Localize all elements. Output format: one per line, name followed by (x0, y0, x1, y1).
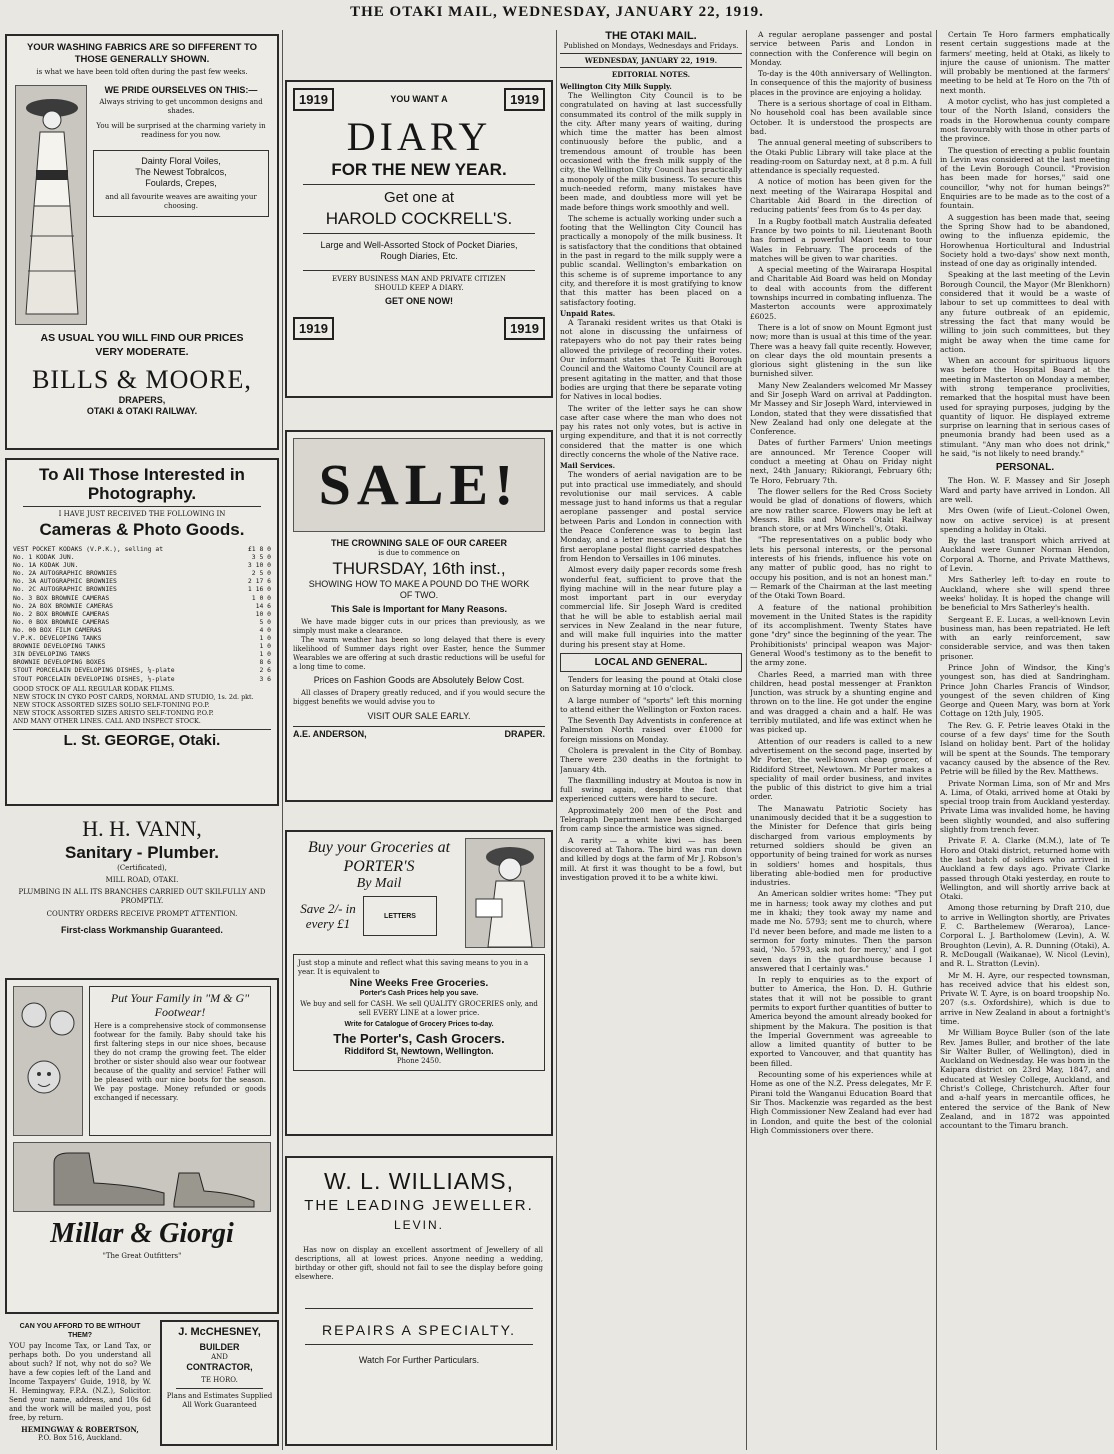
usual-prices: AS USUAL YOU WILL FIND OUR PRICES VERY MODERATE. (40, 332, 244, 358)
mchesney-t3: CONTRACTOR, (186, 1362, 253, 1372)
paragraph: Attention of our readers is called to a new advertisement on the second page, inserted by Mr Porter, the well-known cheap grocer, of Riddiford Street, Newtown. Mr Porter makes a speciality of mail order business, and invites the public of this district to give him a trial order. (750, 736, 932, 802)
price-item: No. 0 BOX BROWNIE CAMERAS (13, 617, 110, 626)
column-rule (556, 30, 557, 1450)
sale-date: THURSDAY, 16th inst., (332, 559, 506, 578)
paragraph: By the last transport which arrived at Auckland were Gunner Norman Hendon, Corporal A. Thorne, and Private Matthews, of Levin. (940, 536, 1110, 574)
paragraph: The flower sellers for the Red Cross Society would be glad of donations of flowers, which are now rather scarce. Flowers may be left at Messrs. Bills and Moore's Otaki Railway branch store, or at Mrs Winchell's, Otaki. (750, 486, 932, 534)
paragraph: The wonders of aerial navigation are to be put into practical use immediately, and should revolutionise our mail services. A cable message just to hand informs us that a regular aeroplane passenger and postal service between Paris and London in connection with the Peace Conference was to begin last Monday, and a letter message states that the first aeroplane postal flight carried despatches from Hendon to Versailles in 106 minutes. (560, 470, 742, 563)
porter-bymail: By Mail (356, 876, 402, 891)
tax-headline: CAN YOU AFFORD TO BE WITHOUT THEM? (19, 1323, 141, 1339)
fabrics-box (93, 150, 269, 217)
paragraph: Speaking at the last meeting of the Levin Borough Council, the Mayor (Mr Blenkhorn) considered that it would be a waste of labour to set up committees to deal with any future outbreak of an epidemic, stressing the fact that many would be willing to join such committees, but they might be away when the time came for action. (940, 270, 1110, 354)
ad-williams (285, 1156, 553, 1446)
paragraph: A special meeting of the Wairarapa Hospital and Charitable Aid Board was held on Monday to deal with accounts from the different townships incurred in combating influenza. The Masterton accounts were approximately £6025. (750, 265, 932, 321)
price-value: 1 0 (259, 642, 271, 651)
vann-trade: Sanitary - Plumber. (65, 843, 219, 862)
williams-town: LEVIN. (393, 1218, 444, 1232)
price-row (13, 650, 271, 658)
paragraph: The writer of the letter says he can show case after case where the man who does not pay his rates not only votes, but is active in urging expenditure, and that it is not correctly considered that the matter is one which directly concerns the whole of the Native race. (560, 403, 742, 459)
year-badge: 1919 (504, 317, 545, 340)
price-item: No. 2 BOX BROWNIE CAMERAS (13, 609, 110, 618)
ad-millar-giorgi (5, 978, 279, 1314)
fabrics-note: and all favourite weaves are awaiting your choosing. (105, 193, 257, 210)
price-value: 8 6 (259, 658, 271, 667)
pride-line: WE PRIDE OURSELVES ON THIS:— (104, 85, 258, 95)
ad-bills-moore (5, 34, 279, 450)
price-item: BROWNIE DEVELOPING BOXES (13, 658, 106, 667)
editorial-column (560, 30, 742, 1450)
vann-cert: (Certificated), (117, 864, 167, 872)
price-item: No. 3 BOX BROWNIE CAMERAS (13, 593, 110, 602)
sale-showing: SHOWING HOW TO MAKE A POUND DO THE WORK OF TWO. (308, 579, 530, 600)
paragraph: There is a lot of snow on Mount Egmont just now; more than is usual at this time of the year. There was a heavy fall quite recently. However, on clear days the old mountain presents a glorious sight glistening in the sun like burnished silver. (750, 322, 932, 379)
sale-commence: is due to commence on (378, 549, 460, 557)
news-column-5 (940, 30, 1110, 1450)
personal-heading: PERSONAL. (995, 462, 1055, 474)
paragraph: A feature of the national prohibition movement in the United States is the rapidity of its accomplishment. Twenty States have gone "dry" since the beginning of the year. The Prohibitionists' principal weapon was Major-General Wood's testimony as to the benefit to the army zone. (750, 602, 932, 668)
price-value: 3 5 0 (251, 553, 271, 562)
price-row (13, 658, 271, 666)
price-row (13, 626, 271, 634)
column-rule (282, 30, 283, 1450)
price-row (13, 585, 271, 593)
photo-signature: L. St. GEORGE, Otaki. (13, 729, 271, 750)
williams-watch: Watch For Further Particulars. (358, 1355, 480, 1365)
photo-intro: I HAVE JUST RECEIVED THE FOLLOWING IN (58, 510, 226, 518)
paragraph: A large number of "sports" left this morning to attend either the Wellington or Foxton races. (560, 695, 742, 714)
price-row (13, 642, 271, 650)
porter-nine: Nine Weeks Free Groceries. (349, 977, 489, 989)
column-rule (936, 30, 937, 1450)
paragraph: Many New Zealanders welcomed Mr Massey and Sir Joseph Ward on arrival at Paddington. Mr Massey and Sir Joseph Ward, interviewed in London, stated that they were dissatisfied that New Zealand had only one delegate at the Conference. (750, 380, 932, 437)
paragraph: A suggestion has been made that, seeing the Spring Show had to be abandoned, owing to the influenza epidemic, the Horowhenua Horticultural and Industrial Society hold a two-days' show next month, instead of one day as originally intended. (940, 212, 1110, 269)
price-item: VEST POCKET KODAKS (V.P.K.), selling at (13, 545, 164, 553)
masthead: THE OTAKI MAIL, WEDNESDAY, JANUARY 22, 1919. (350, 4, 764, 20)
vann-line1: PLUMBING IN ALL ITS BRANCHES CARRIED OUT SKILFULLY AND PROMPTLY. (18, 888, 266, 905)
paragraph: An American soldier writes home: "They put me in harness; took away my clothes and put me in khaki; they took away my name and made me No. 5793; sent me to church, where I'd never been before, and made me listen to a sermon for forty minutes. Then the parson said, 'No. 5793, ask not for mercy,' and I got seven days in the guardhouse because I answered that I certainly was." (750, 889, 932, 973)
price-row (13, 675, 271, 683)
mchesney-note2: All Work Guaranteed (182, 1401, 257, 1409)
children-illustration (13, 986, 83, 1136)
paragraph: Recounting some of his experiences while at Home as one of the N.Z. Press delegates, Mr F. Pirani told the Wanganui Education Board that Sir Thos. Mackenzie was regarded as the best High Commissioner New Zealand had ever had in London, and quite the best of the colonial High Commissioners over there. (750, 1070, 932, 1135)
paragraph: In reply to enquiries as to the export of butter to America, the Hon. D. H. Guthrie states that it will not be possible to grant permits to export further quantities of butter to America beyond the amount already booked for shipment by the Makura. The position is that the Imperial Government was agreeable to allow a limited quantity of butter to be exported to Vancouver, and that quantity has been filled. (750, 975, 932, 1068)
price-row (13, 618, 271, 626)
paragraph: Prince John of Windsor, the King's youngest son, has died at Sandringham. Prince John Charles Francis of Windsor, youngest of the seven children of King George and Queen Mary, was born at York Cottage on 12th July, 1905. (940, 663, 1110, 719)
paragraph: A regular aeroplane passenger and postal service between Paris and London in connection with the Conference will begin on Monday. (750, 30, 932, 67)
firm-name: BILLS & MOORE, (32, 365, 252, 394)
paragraph: There is a serious shortage of coal in Eltham. No household coal has been available since October. It is understood the prospects are bad. (750, 99, 932, 136)
price-item: STOUT PORCELAIN DEVELOPING DISHES, ½-plate (13, 674, 175, 683)
paragraph: Mr M. H. Ayre, our respected townsman, has received advice that his eldest son, Private W. T. Ayre, is on board troopship No. 207 (s.s. Oxfordshire), which is due to arrive in New Zealand in about a fortnight's time. (940, 970, 1110, 1026)
paragraph: Private F. A. Clarke (M.M.), late of Te Horo and Otaki district, returned home with the last batch of soldiers who arrived in Auckland a few days ago. Private Clarke passed through Otaki yesterday, en route to Wellington, and will shortly arrive back at Otaki. (940, 836, 1110, 902)
column-rule (746, 30, 747, 1450)
price-item: 3IN DEVELOPING TANKS (13, 650, 90, 659)
paragraph: A notice of motion has been given for the next meeting of the Wairarapa Hospital and Charitable Aid Board in the direction of reducing patients' fees from 6s to 4s per day. (750, 177, 932, 215)
ad-subline: is what we have been told often during the past few weeks. (36, 68, 248, 76)
paragraph: When an account for spirituous liquors was before the Hospital Board at the meeting in Masterton on Monday a member, with strong temperance proclivities, remarked that the hospital must have been used for spraying purposes, judging by the quantity of liquor. He displayed extreme surprise on learning that in serious cases of pneumonia brandy had been used as a stimulant. "Any man who does not drink," he said, "is not likely to need brandy." (940, 356, 1110, 459)
price-value: 2 5 0 (251, 569, 271, 578)
porter-cash: Porter's Cash Prices help you save. (359, 990, 479, 997)
price-row (13, 594, 271, 602)
price-item: No. 2A AUTOGRAPHIC BROWNIES (13, 569, 117, 578)
diary-cta: GET ONE NOW! (385, 296, 453, 306)
tax-body: YOU pay Income Tax, or Land Tax, or perhaps both. Do you understand all about such? If not, why not do so? We have a few copies left of the Land and Income Taxpayers' Guide, 1918, by W. H. Hemingway, F.P.A. (N.Z.), Solicitor. Send your name, address, and 10s 6d and the work will be mailed you, post free, by return. (9, 1342, 151, 1422)
price-row (13, 666, 271, 674)
mchesney-t1: BUILDER (199, 1342, 240, 1352)
paragraph: The annual general meeting of subscribers to the Otaki Public Library will take place at the reading-room on Saturday next, at 8 p.m. A full attendance is specially requested. (750, 138, 932, 176)
millar-tagline: "The Great Outfitters" (102, 1252, 182, 1260)
price-value: 14 6 (255, 601, 271, 610)
price-row (13, 602, 271, 610)
paragraph: A motor cyclist, who has just completed a tour of the North Island, considers the roads in the Horowhenua county compare most favourably with those in other parts of the province. (940, 97, 1110, 144)
price-item: No. 1 KODAK JUN. (13, 553, 75, 562)
vann-line2: COUNTRY ORDERS RECEIVE PROMPT ATTENTION. (46, 910, 238, 918)
tax-firm: HEMINGWAY & ROBERTSON, (21, 1425, 139, 1434)
porter-just: Just stop a minute and reflect what this saving means to you in a year. It is equivalent to (298, 959, 529, 976)
mchesney-note1: Plans and Estimates Supplied (166, 1392, 273, 1400)
subhead: Mail Services. (560, 461, 616, 471)
paper-name: THE OTAKI MAIL. (605, 30, 697, 42)
williams-name: W. L. WILLIAMS, (323, 1168, 515, 1194)
paragraph: Mrs Owen (wife of Lieut.-Colonel Owen, now on active service) is at present spending a holiday in Otaki. (940, 506, 1110, 534)
price-item: V.P.K. DEVELOPING TANKS (13, 634, 102, 643)
paragraph: Almost every daily paper records some fresh wonderful feat, sufficient to prove that the flying machine will in the near future play a most important part in our everyday commercial life. Sir Joseph Ward is credited that he will be able to establish aerial mail services in New Zealand in the near future, and will make full inquiries into the matter during his present stay at Home. (560, 565, 742, 649)
millar-brand: Millar & Giorgi (50, 1218, 234, 1249)
porter-name: The Porter's, Cash Grocers. (333, 1031, 505, 1046)
price-item: No. 1A KODAK JUN. (13, 561, 79, 570)
porter-buysell: We buy and sell for CASH. We sell QUALITY GROCERIES only, and sell EVERY LINE at a lower price. (300, 1000, 538, 1017)
price-row (13, 569, 271, 577)
subhead: Wellington City Milk Supply. (560, 82, 672, 91)
price-item: No. 00 BOX FILM CAMERAS (13, 625, 102, 634)
tax-address: P.O. Box 516, Auckland. (38, 1434, 122, 1442)
photo-extras (13, 685, 271, 725)
porter-write: Write for Catalogue of Grocery Prices to-day. (344, 1021, 494, 1028)
editorial-date: WEDNESDAY, JANUARY 22, 1919. (584, 56, 718, 65)
mchesney-t2: AND (211, 1353, 228, 1361)
paragraph: The scheme is actually working under such a footing that the Wellington City Council has practically a monopoly of the milk business. It is satisfactory that the conditions that obtained in the past in regard to the milk supply were a public scandal. Wellington's embarkation on this scheme is of supreme importance to any city, and therefore it is most gratifying to know that this matter has been placed on a satisfactory footing. (560, 213, 742, 307)
price-value: £1 8 0 (247, 545, 271, 553)
sale-crowning: THE CROWNING SALE OF OUR CAREER (330, 538, 507, 548)
paragraph: The flaxmilling industry at Moutoa is now in full swing again, despite the fact that experienced cutters were hard to secure. (560, 775, 742, 804)
paragraph: The Rev. G. F. Petrie leaves Otaki in the course of a few days' time for the South Island on holiday bent. Part of the holiday will be spent at the Sounds. The temporary vacancy caused by the absence of the Rev. Petrie will be filled by the Rev. Matthews. (940, 720, 1110, 777)
ad-porters (285, 830, 553, 1136)
price-value: 3 6 (259, 674, 271, 683)
ad-sale (285, 430, 553, 802)
sale-draper: DRAPER. (504, 729, 545, 739)
vann-name: H. H. VANN, (82, 816, 202, 841)
paragraph: Sergeant E. E. Lucas, a well-known Levin business man, has been repatriated. He left with an early reinforcement, saw considerable service, and was then taken prisoner. (940, 614, 1110, 661)
price-value: 2 17 6 (247, 577, 271, 586)
pride-text-2: You will be surprised at the charming variety in readiness for you now. (96, 122, 266, 139)
ad-vann (5, 812, 279, 972)
price-value: 1 0 (259, 634, 271, 643)
millar-headline: Put Your Family in "M & G" Footwear! (110, 991, 250, 1019)
williams-repairs: REPAIRS A SPECIALTY. (321, 1322, 517, 1338)
paragraph: Cholera is prevalent in the City of Bombay. There were 230 deaths in the fortnight to January 4th. (560, 746, 742, 774)
price-value: 4 0 (259, 625, 271, 634)
diary-every: EVERY BUSINESS MAN AND PRIVATE CITIZEN SHOULD KEEP A DIARY. (332, 275, 506, 292)
price-row (13, 561, 271, 569)
price-row (13, 634, 271, 642)
price-value: 1 0 0 (251, 593, 271, 602)
price-item: No. 3A AUTOGRAPHIC BROWNIES (13, 577, 117, 586)
editorial-notes: EDITORIAL NOTES. (611, 70, 691, 79)
price-value: 1 0 (259, 650, 271, 659)
price-item: No. 2A BOX BROWNIE CAMERAS (13, 601, 114, 610)
local-general-heading: LOCAL AND GENERAL. (560, 653, 742, 672)
price-item: STOUT PORCELAIN DEVELOPING DISHES, ¼-plate (13, 666, 175, 675)
price-value: 5 0 (259, 617, 271, 626)
fabric-item: Dainty Floral Voiles, (141, 156, 221, 166)
pride-text-1: Always striving to get uncommon designs and shades. (99, 98, 263, 115)
sale-visit: VISIT OUR SALE EARLY. (367, 711, 471, 721)
paragraph: Among those returning by Draft 210, due to arrive in Wellington shortly, are Privates F. C. Barthelemew (Weraroa), Lance-Corporal L. J. Bartholomew (Levin), A. W. Broughton (Levin), A. R. Dunning (Otaki), A. R. McDougall (Waikanae), W. Nicol (Levin), and R. L. Stratton (Levin). (940, 903, 1110, 969)
mchesney-name: J. McCHESNEY, (178, 1326, 261, 1338)
ad-mchesney (160, 1320, 279, 1446)
firm-trade: DRAPERS, (118, 395, 166, 405)
diary-for: FOR THE NEW YEAR. (331, 160, 507, 179)
ad-photography (5, 458, 279, 806)
paragraph: The question of erecting a public fountain in Levin was considered at the last meeting of the Levin Borough Council. "Provision has been made for horses," said one councillor, "why not for human beings?" Enquiries are to be made as to the cost of a fountain. (940, 145, 1110, 211)
paragraph: The Manawatu Patriotic Society has unanimously decided that it be a suggestion to the Minister for Defence that girls being discharged from various employments by returned soldiers should be given an opportunity of being trained for work as nurses in soldiers' homes and hospitals, thus liberating able-bodied men for productive industries. (750, 803, 932, 888)
paragraph: A Taranaki resident writes us that Otaki is not alone in discussing the unfairness of ratepayers who do not pay their rates being allowed the privilege of recording their votes. Our informant states that Te Kuiti Borough Council and the Waitomo County Council are at present agitating in the matter, and that those bodies are urging that there be separate voting for Natives in local bodies. (560, 317, 742, 402)
mchesney-place: TE HORO. (201, 1376, 238, 1384)
sale-body2: The warm weather has been so long delayed that there is every likelihood of Summer days right over Easter, hence the Summer Wearables we are offering at such drastic reductions will be useful for a long time to come. (293, 636, 545, 671)
sale-body1: We have made bigger cuts in our prices than previously, as we simply must make a clearance. (293, 618, 545, 635)
paragraph: Private Norman Lima, son of Mr and Mrs A. Lima, of Otaki, arrived home at Otaki by special troop train from Auckland yesterday. Private Lima was invalided home, he having been slightly wounded, and also suffering slightly from trench fever. (940, 778, 1110, 835)
vann-address: MILL ROAD, OTAKI. (105, 876, 179, 884)
ad-diary (285, 80, 553, 398)
news-column-4 (750, 30, 932, 1450)
price-value: 10 0 (255, 609, 271, 618)
year-badge: 1919 (504, 88, 545, 111)
price-list (13, 545, 271, 683)
firm-address: OTAKI & OTAKI RAILWAY. (86, 406, 198, 416)
photo-title: To All Those Interested in Photography. (39, 465, 245, 503)
williams-trade: THE LEADING JEWELLER. (304, 1197, 534, 1214)
ad-tax-guide (5, 1320, 155, 1448)
paragraph: In a Rugby football match Australia defeated France by two points to nil. Lieutenant Booth has formed a powerful Maori team to tour Wales in February. The proceeds of the matches will be given to war charities. (750, 216, 932, 263)
diary-getone: Get one at (383, 189, 455, 206)
paragraph: Charles Reed, a married man with three children, head postal messenger at Frankton Junction, was struck by a shunting engine and thrown on to the line. He got under the engine and was dragged a chain and a half. He was terribly mutilated, and life was extinct when he was picked up. (750, 669, 932, 735)
year-badge: 1919 (293, 88, 334, 111)
sale-word: SALE! (293, 438, 545, 532)
paragraph: Approximately 200 men of the Post and Telegraph Department have been discharged from camp since the armistice was signed. (560, 805, 742, 834)
sale-body3: All classes of Drapery greatly reduced, and if you would secure the biggest benefits we would advise you to (293, 689, 545, 706)
price-row (13, 610, 271, 618)
photo-extra-line: AND MANY OTHER LINES. CALL AND INSPECT STOCK. (13, 716, 201, 725)
price-item: No. 2C AUTOGRAPHIC BROWNIES (13, 585, 117, 594)
price-row (13, 553, 271, 561)
fashion-illustration (15, 85, 87, 325)
paragraph: A rarity — a white kiwi — has been discovered at Tahora. The bird was run down and killed by dogs at the farm of Mr J. Robson's mill. At first it was thought to be a fowl, but investigation proved it to be a white kiwi. (560, 835, 742, 882)
paper-pub: Published on Mondays, Wednesdays and Fridays. (563, 42, 739, 50)
price-item: BROWNIE DEVELOPING TANKS (13, 642, 106, 651)
postwoman-illustration (465, 838, 545, 948)
paragraph: To-day is the 40th anniversary of Wellington. In consequence of this the majority of business places in the province are enjoying a holiday. (750, 69, 932, 97)
price-value: 3 10 0 (247, 561, 271, 570)
price-row (13, 545, 271, 553)
fabric-item: Foulards, Crepes, (145, 178, 217, 188)
porter-phone: Phone 2450. (396, 1057, 442, 1065)
diary-stock: Large and Well-Assorted Stock of Pocket Diaries, Rough Diaries, Etc. (320, 240, 518, 261)
porter-letters: LETTERS (363, 896, 437, 936)
sale-name: A.E. ANDERSON, (293, 729, 367, 739)
paragraph: Certain Te Horo farmers emphatically resent certain suggestions made at the farmers' meeting, held at Otaki, as likely to injure the cause of unionism. The matter will probably be mentioned at the farmers' meeting to be held at Te Horo on the 7th of next month. (940, 30, 1110, 95)
porter-buy: Buy your Groceries at PORTER'S (307, 839, 451, 875)
photo-goods: Cameras & Photo Goods. (39, 520, 245, 539)
sale-important: This Sale is Important for Many Reasons. (330, 604, 508, 614)
fabric-item: The Newest Tobralcos, (135, 167, 227, 177)
porter-save: Save 2/- in every £1 (300, 901, 356, 931)
paragraph: The Hon. W. F. Massey and Sir Joseph Ward and party have arrived in London. All are well. (940, 476, 1110, 504)
paragraph: The Wellington City Council is to be congratulated on having at last successfully consummated its control of the milk supply in the city. After many years of waiting, during which time the matter has been almost continuously before the public, and a tremendous amount of trouble has been occasioned with the fresh milk supply of the city, the Wellington City Council has practically a monopoly of the milk business. To secure this much-needed reform, many mistakes have been made, and doubtless more will yet be made before things work smoothly and well. (560, 91, 742, 212)
photo-extra-line: GOOD STOCK OF ALL REGULAR KODAK FILMS. (13, 684, 175, 693)
sale-fashion: Prices on Fashion Goods are Absolutely Below Cost. (313, 675, 525, 685)
williams-body: Has now on display an excellent assortment of Jewellery of all descriptions, all at lowest prices. Anyone needing a wedding, birthday or other gift, should not fail to see the display before going elsewhere. (295, 1246, 543, 1281)
price-row (13, 577, 271, 585)
paragraph: Tenders for leasing the pound at Otaki close on Saturday morning at 10 o'clock. (560, 674, 742, 694)
subhead: Unpaid Rates. (560, 308, 616, 318)
paragraph: "The representatives on a public body who lets his personal interests, or the personal interests of his friends, influence his vote on any matter of public good, has no right to occupy his position, and is not an honest man." — Remark of the Chairman at the last meeting of the Otaki Town Board. (750, 535, 932, 601)
price-value: 2 6 (259, 666, 271, 675)
diary-want: YOU WANT A (390, 94, 448, 104)
porter-addr: Riddiford St, Newtown, Wellington. (344, 1046, 494, 1056)
paragraph: Mr William Boyce Buller (son of the late Rev. James Buller, and brother of the late Sir Walter Buller, of Wellington), died in Auckland on Wednesday. He was born in the Kaipara district on 23rd May, 1847, and educated at Wesley College, Auckland, and Christ's College, Christchurch. After four and a-half years in mercantile offices, he entered the service of the Bank of New Zealand, and in 1872 was appointed accountant to the Timaru branch. (940, 1028, 1110, 1131)
diary-shop: HAROLD COCKRELL'S. (325, 209, 513, 228)
ad-headline: YOUR WASHING FABRICS ARE SO DIFFERENT TO THOSE GENERALLY SHOWN. (26, 42, 258, 65)
footwear-illustration (13, 1142, 271, 1212)
paragraph: Mrs Satherley left to-day en route to Auckland, where she will spend three weeks' holiday. It is hoped the change will be beneficial to Mrs Satherley's health. (940, 575, 1110, 613)
paragraph: The Seventh Day Adventists in conference at Palmerston North raised over £1000 for foreign missions on Monday. (560, 716, 742, 744)
year-badge: 1919 (293, 317, 334, 340)
photo-extra-line: NEW STOCK IN CYKO POST CARDS, NORMAL AND STUDIO, 1s. 2d. pkt. (13, 692, 254, 701)
diary-word: DIARY (346, 114, 492, 159)
vann-line3: First-class Workmanship Guaranteed. (61, 925, 223, 935)
millar-body: Here is a comprehensive stock of commonsense footwear for the family. Baby should take his first faltering steps in our nice shoes, because they do not cramp the growing feet. The elder brother or sister should also wear our footwear because of the quality and service! Father will be pleased with our nice boots for the season. We pay postage. Money refunded or goods exchanged if necessary. (94, 1022, 266, 1102)
photo-extra-line: NEW STOCK ASSORTED SIZES SOLIO SELF-TONING P.O.P. (13, 700, 210, 709)
price-value: 1 16 0 (247, 585, 271, 594)
photo-extra-line: NEW STOCK ASSORTED SIZES ARISTO SELF-TONING P.O.P. (13, 708, 214, 717)
paragraph: Dates of further Farmers' Union meetings are announced. Mr Terence Cooper will conduct a meeting at Ohau on Friday night next, 24th January; Rikiorangi, February 6th; Te Horo, February 7th. (750, 438, 932, 485)
